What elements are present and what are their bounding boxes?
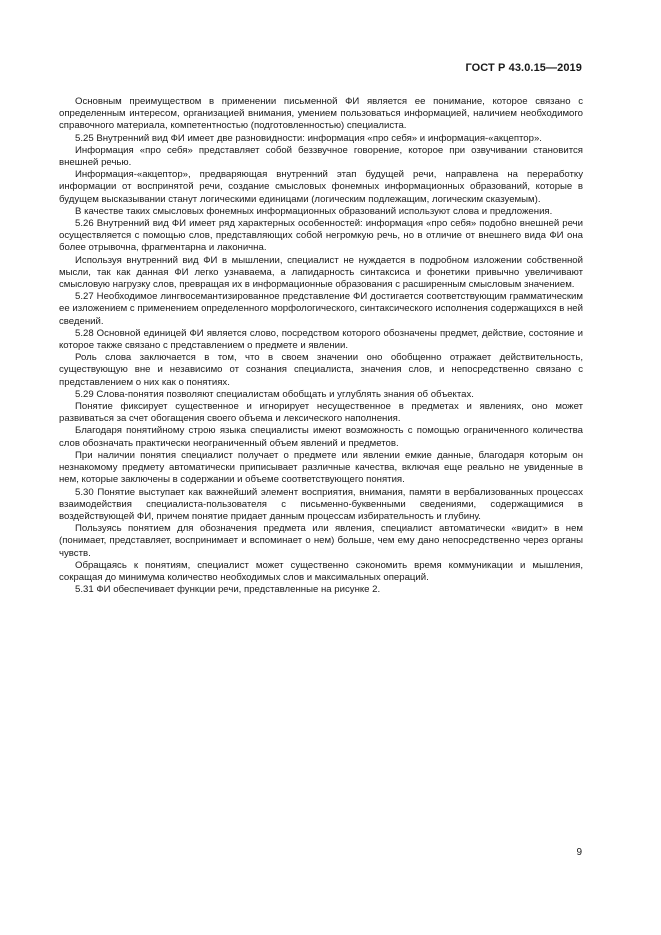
paragraph: Роль слова заключается в том, что в своем значении оно обобщенно отражает действительность, существующую вне и независимо от сознания специалиста, значения слов, и непосредственно связано с представлением о них как о понятиях. — [59, 352, 583, 388]
paragraph: 5.27 Необходимое лингвосемантизированное представление ФИ достигается соответствующим грамматическим ее изложением с применением определенного морфологического, синтаксического исполнения содержащихся в ней сведений. — [59, 291, 583, 327]
paragraph: Используя внутренний вид ФИ в мышлении, специалист не нуждается в подробном изложении собственной мысли, так как данная ФИ легко узнаваема, а лапидарность синтаксиса и фонетики привычно увеличивают смысловую нагрузку слов, превращая их в информационные образования с расширенным смысловым значением. — [59, 254, 583, 291]
paragraph: Благодаря понятийному строю языка специалисты имеют возможность с помощью ограниченного количества слов обозначать практически неограниченный объем явлений и предметов. — [59, 425, 583, 449]
paragraph: 5.26 Внутренний вид ФИ имеет ряд характерных особенностей: информация «про себя» подобно внешней речи осуществляется с помощью слов, представляющих собой негромкую речь, но в отличие от внешнего вида ФИ она более отрывочна, фрагментарна и лаконична. — [59, 218, 583, 254]
paragraph: Пользуясь понятием для обозначения предмета или явления, специалист автоматически «видит» в нем (понимает, представляет, воспринимает и вспоминает о нем) больше, чем ему дано непосредственно через органы чувств. — [59, 523, 583, 559]
paragraph: При наличии понятия специалист получает о предмете или явлении емкие данные, благодаря которым он незнакомому предмету автоматически приписывает различные качества, включая еще реально не увиденные в нем, которые заключены в содержании и объеме соответствующего понятия. — [59, 449, 583, 486]
paragraph: 5.30 Понятие выступает как важнейший элемент восприятия, внимания, памяти в вербализованных процессах взаимодействия специалиста-пользователя с письменно-буквенными сведениями, содержащимися в воздействующей ФИ, причем понятие придает данным процессам избирательность и глубину. — [59, 486, 583, 522]
paragraph: Понятие фиксирует существенное и игнорирует несущественное в предметах и явлениях, оно может развиваться за счет обогащения своего объема и лексического наполнения. — [59, 401, 583, 425]
standard-designation: ГОСТ Р 43.0.15—2019 — [465, 62, 582, 74]
paragraph: Информация-«акцептор», предваряющая внутренний этап будущей речи, направлена на переработку информации от воспринятой речи, создание смысловых фонемных информационных образований, которые в будущем высказывании станут логическими единицами (логическим подлежащим, логическим сказуемым). — [59, 169, 583, 205]
paragraph: 5.31 ФИ обеспечивает функции речи, представленные на рисунке 2. — [75, 584, 381, 596]
paragraph: 5.25 Внутренний вид ФИ имеет две разновидности: информация «про себя» и информация-«акцептор». — [75, 132, 542, 144]
paragraph: Информация «про себя» представляет собой беззвучное говорение, которое при озвучивании становится внешней речью. — [59, 144, 583, 169]
paragraph: В качестве таких смысловых фонемных информационных образований используют слова и предложения. — [75, 205, 553, 217]
paragraph: Основным преимуществом в применении письменной ФИ является ее понимание, которое связано с определенным интересом, организацией внимания, умением пользоваться информацией, наличием необходимого справочного материала, компетентностью (подготовленностью) специалиста. — [59, 96, 583, 132]
page-number: 9 — [576, 847, 582, 858]
body-text — [59, 96, 583, 596]
paragraph: Обращаясь к понятиям, специалист может существенно сэкономить время коммуникации и мышления, сокращая до минимума количество необходимых слов и максимальных операций. — [59, 559, 583, 583]
paragraph: 5.29 Слова-понятия позволяют специалистам обобщать и углублять знания об объектах. — [75, 388, 474, 400]
paragraph: 5.28 Основной единицей ФИ является слово, посредством которого обозначены предмет, действие, состояние и которое также связано с представлением о предмете и явлении. — [59, 327, 583, 352]
